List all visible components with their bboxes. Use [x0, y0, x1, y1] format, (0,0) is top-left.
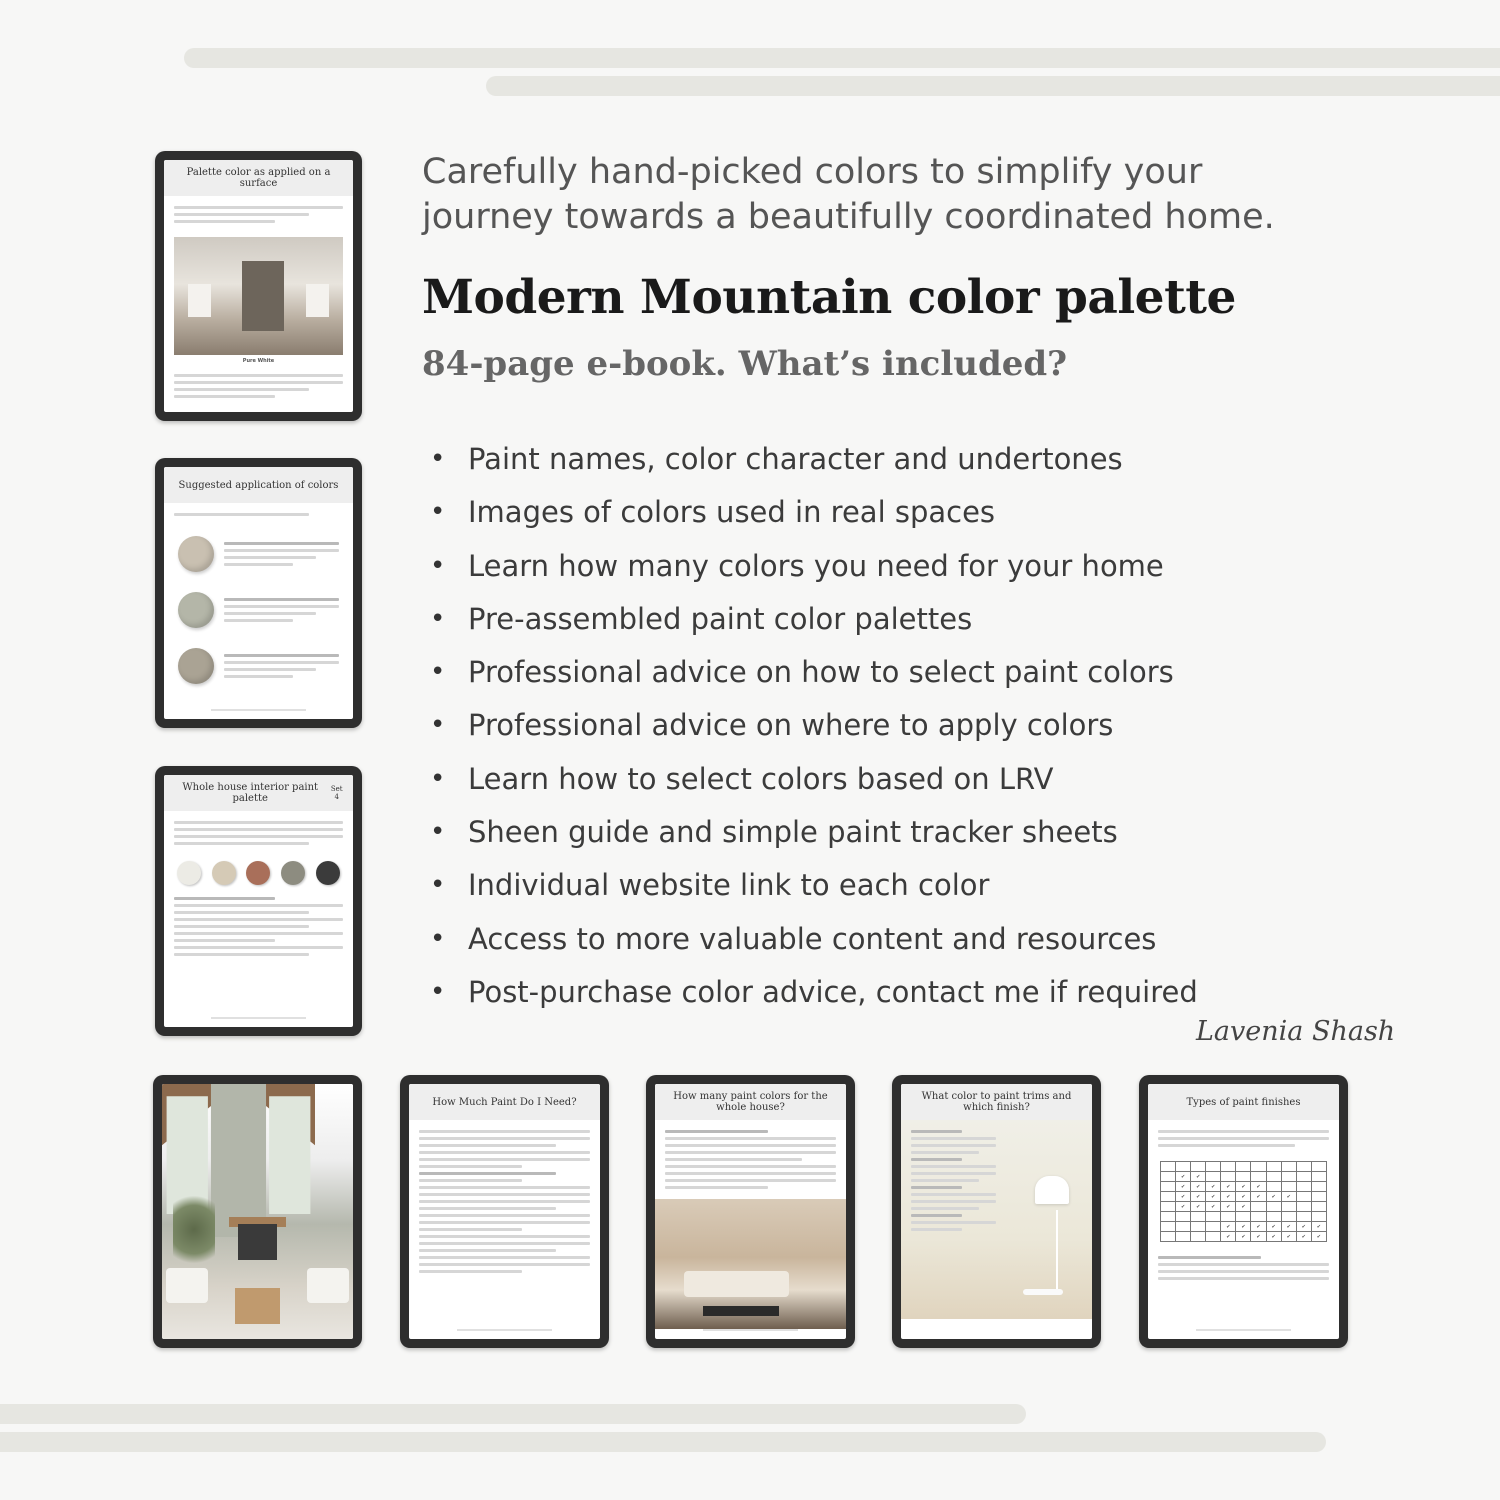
text-lines — [901, 1120, 1006, 1241]
product-subtitle: 84-page e-book. What’s included? — [422, 344, 1068, 384]
decor-bar-bottom-2 — [0, 1432, 1326, 1452]
tablet-living-room-photo — [153, 1075, 362, 1348]
finishes-table — [1160, 1161, 1327, 1242]
tagline-line-2: journey towards a beautifully coordinated home. — [422, 197, 1275, 237]
tablet-screen — [164, 775, 353, 1027]
product-title: Modern Mountain color palette — [422, 270, 1236, 325]
text-lines — [409, 1120, 600, 1283]
page-heading: Palette color as applied on a surface — [164, 160, 353, 196]
text-lines — [164, 196, 353, 233]
text-lines — [164, 503, 353, 526]
decor-bar-top-2 — [486, 76, 1500, 96]
text-lines — [164, 364, 353, 408]
page-heading: What color to paint trims and which finish? — [901, 1084, 1092, 1120]
tablet-page-trims-finish — [892, 1075, 1101, 1348]
feature-item: • Pre-assembled paint color palettes — [430, 596, 1198, 649]
feature-item: • Post-purchase color advice, contact me if required — [430, 969, 1198, 1022]
feature-item: • Individual website link to each color — [430, 862, 1198, 915]
page-heading — [164, 775, 353, 811]
page-heading: How many paint colors for the whole house? — [655, 1084, 846, 1120]
page-heading: How Much Paint Do I Need? — [409, 1084, 600, 1120]
tablet-screen — [164, 467, 353, 719]
text-lines — [164, 887, 353, 966]
tablet-screen — [1148, 1084, 1339, 1339]
tablet-page-palette-surface — [155, 151, 362, 421]
text-lines — [1148, 1120, 1339, 1157]
tablet-page-paint-finishes — [1139, 1075, 1348, 1348]
feature-item: • Sheen guide and simple paint tracker sheets — [430, 809, 1198, 862]
palette-dot — [316, 861, 340, 885]
feature-item: • Learn how many colors you need for your home — [430, 543, 1198, 596]
tablet-page-suggested-application — [155, 458, 362, 728]
tablet-page-how-many-colors — [646, 1075, 855, 1348]
text-lines — [1148, 1246, 1339, 1290]
tablet-screen — [655, 1084, 846, 1339]
tablet-page-how-much-paint — [400, 1075, 609, 1348]
text-lines — [164, 811, 353, 855]
palette-dot — [177, 861, 201, 885]
feature-item: • Access to more valuable content and resources — [430, 916, 1198, 969]
tablet-page-whole-house-palette — [155, 766, 362, 1036]
bedroom-photo — [174, 237, 343, 355]
tablet-screen — [409, 1084, 600, 1339]
swatch-row — [164, 582, 353, 638]
color-swatch — [178, 648, 214, 684]
decor-bar-top-1 — [184, 48, 1500, 68]
tablet-screen — [164, 160, 353, 412]
author-signature: Lavenia Shash — [1196, 1016, 1396, 1047]
page-heading: Types of paint finishes — [1148, 1084, 1339, 1120]
tablet-screen — [162, 1084, 353, 1339]
feature-item: • Professional advice on where to apply colors — [430, 702, 1198, 755]
color-swatch — [178, 536, 214, 572]
tagline — [422, 150, 1275, 240]
paneled-wall-photo — [901, 1120, 1092, 1319]
feature-item: • Learn how to select colors based on LRV — [430, 756, 1198, 809]
palette-dot — [281, 861, 305, 885]
feature-item: • Paint names, color character and undertones — [430, 436, 1198, 489]
tablet-screen — [901, 1084, 1092, 1339]
decor-bar-bottom-1 — [0, 1404, 1026, 1424]
living-room-photo — [162, 1084, 353, 1339]
living-room-photo — [655, 1199, 846, 1329]
palette-dot — [212, 861, 236, 885]
set-number: Set 4 — [330, 785, 343, 801]
feature-item: • Images of colors used in real spaces — [430, 489, 1198, 542]
color-swatch — [178, 592, 214, 628]
palette-dot — [246, 861, 270, 885]
palette-dots — [164, 855, 353, 887]
feature-list — [430, 436, 1198, 1022]
lamp-icon — [1035, 1176, 1069, 1204]
photo-caption: Pure White — [242, 358, 275, 364]
page-heading: Suggested application of colors — [164, 467, 353, 503]
swatch-row — [164, 526, 353, 582]
swatch-row — [164, 638, 353, 694]
text-lines — [655, 1120, 846, 1199]
feature-item: • Professional advice on how to select paint colors — [430, 649, 1198, 702]
page-heading-text: Whole house interior paint palette — [182, 782, 319, 804]
tagline-line-1: Carefully hand-picked colors to simplify your — [422, 152, 1203, 192]
